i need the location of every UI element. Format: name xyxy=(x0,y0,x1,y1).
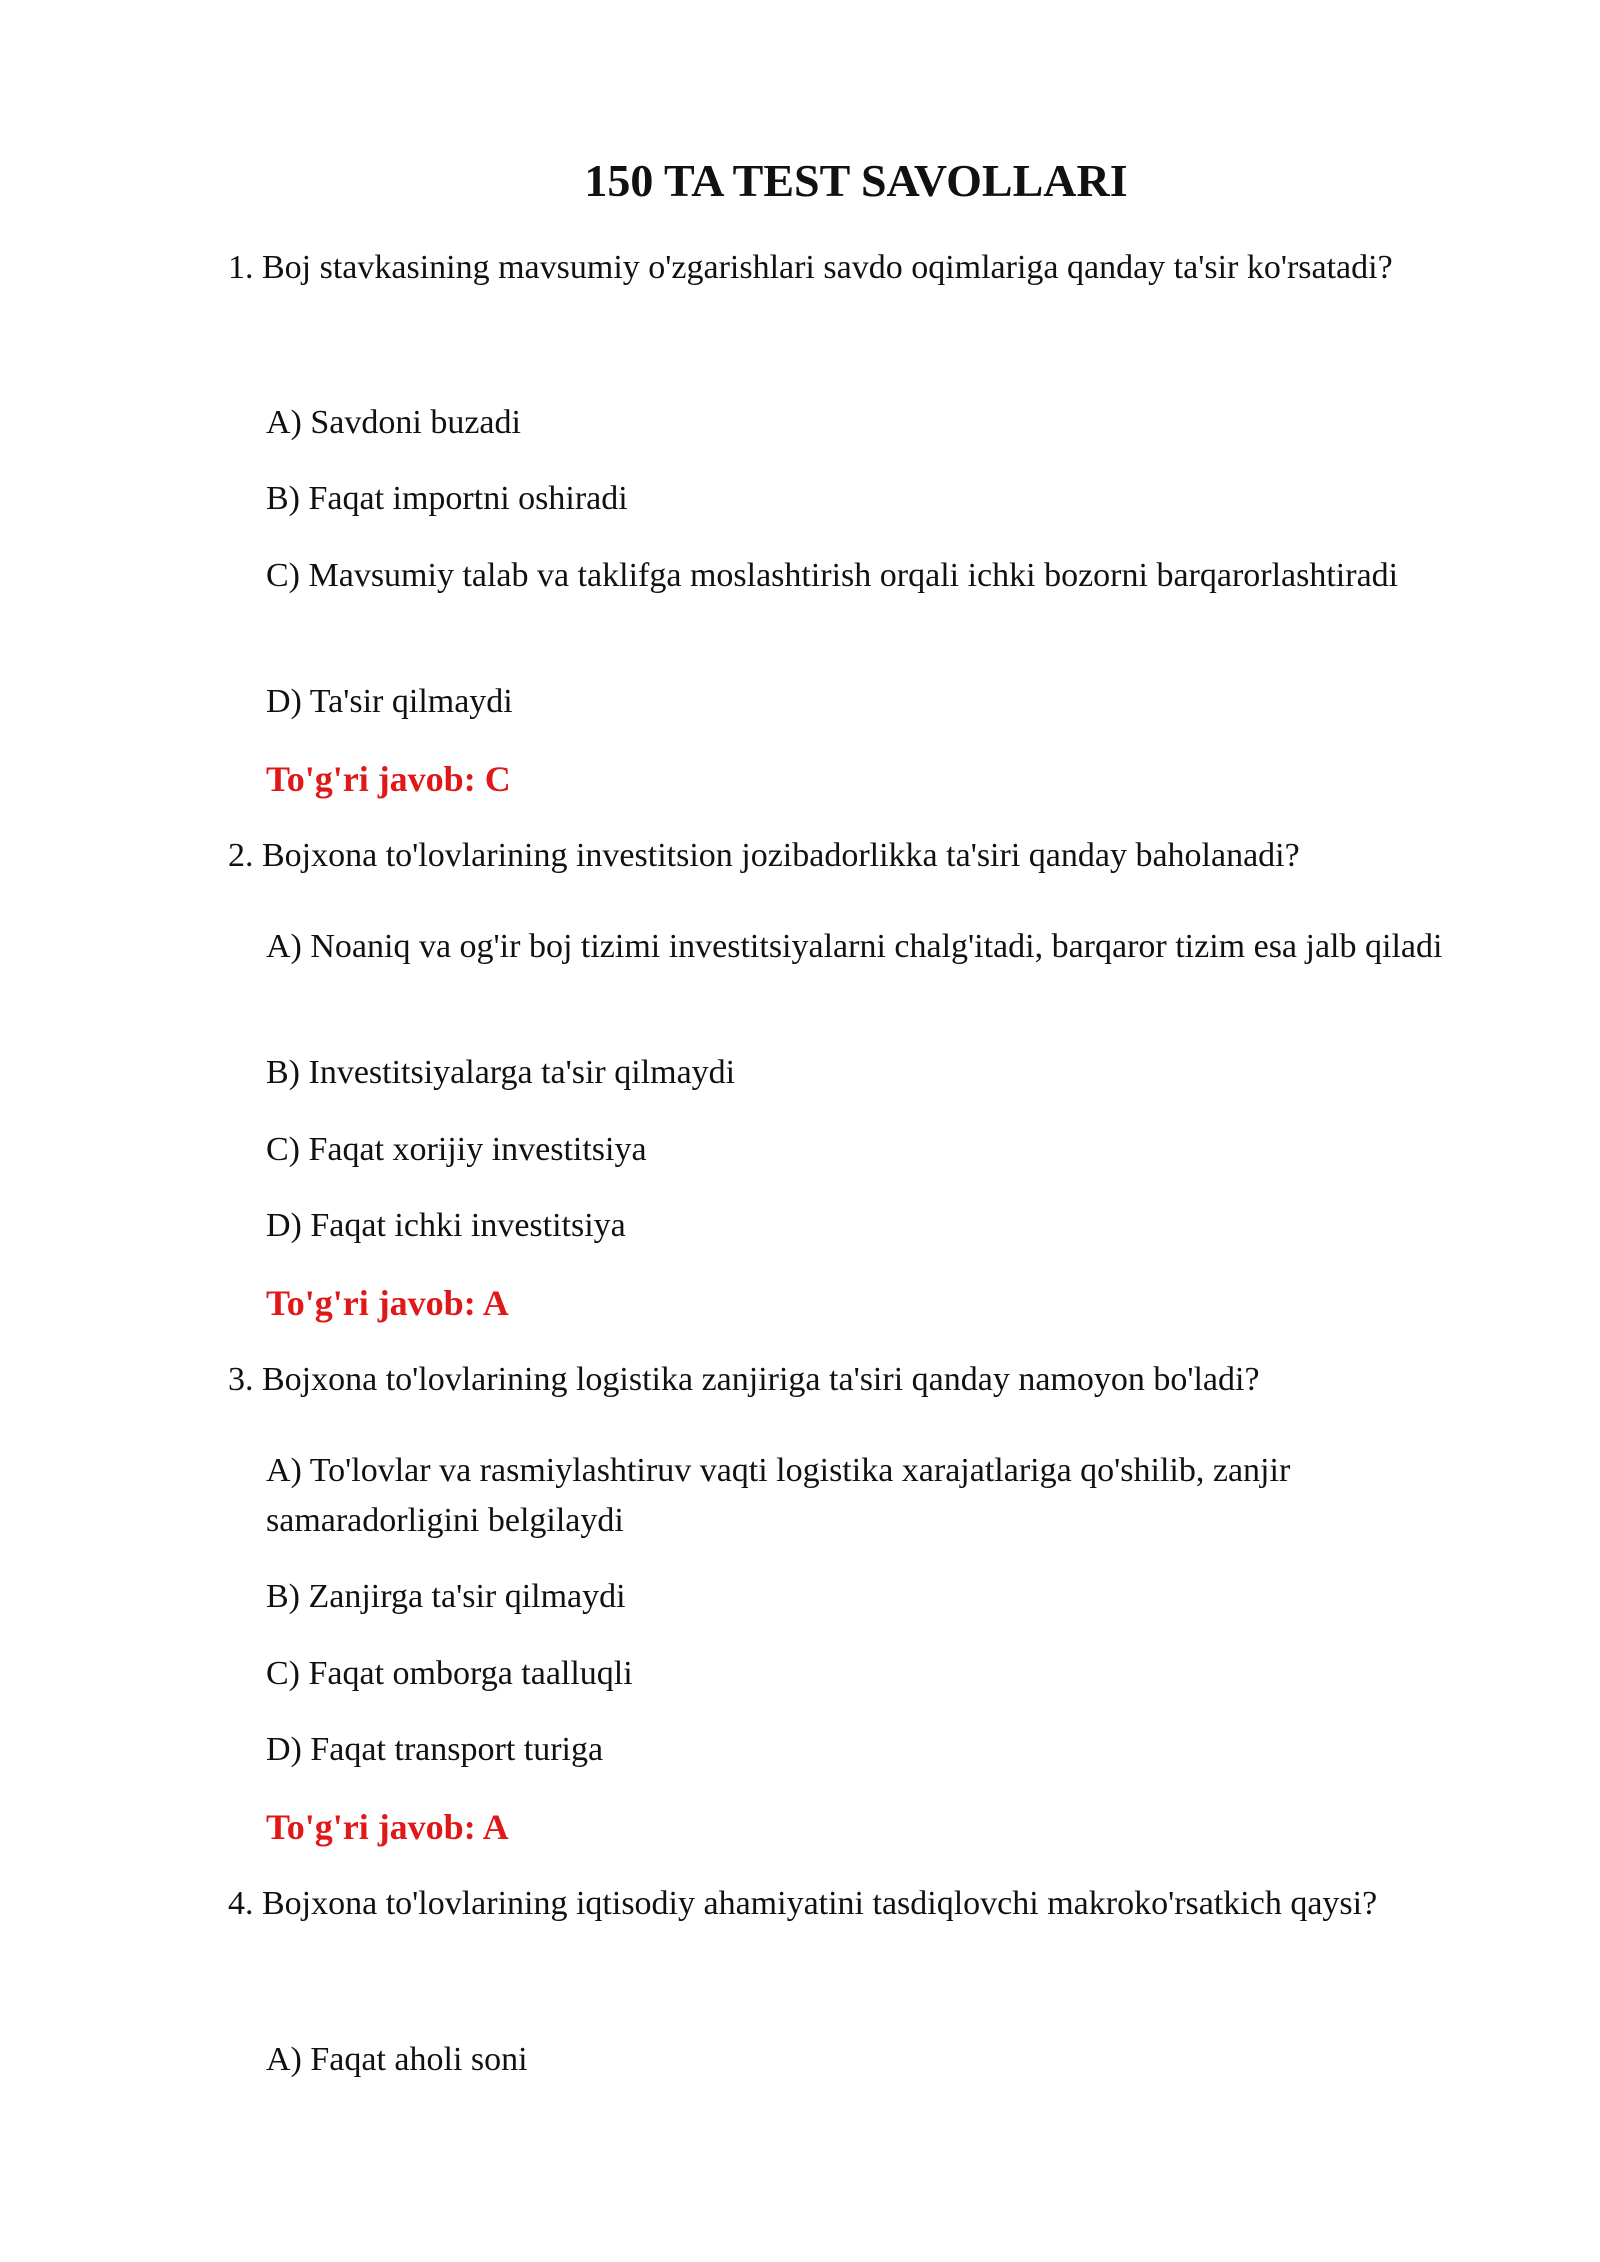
question-2-option-b: B) Investitsiyalarga ta'sir qilmaydi xyxy=(266,1054,736,1091)
question-1-option-b: B) Faqat importni oshiradi xyxy=(266,480,628,517)
question-3-option-c: C) Faqat omborga taalluqli xyxy=(266,1655,633,1692)
question-1-option-d: D) Ta'sir qilmaydi xyxy=(266,683,513,720)
question-2-text: 2. Bojxona to'lovlarining investitsion jozibadorlikka ta'siri qanday baholanadi? xyxy=(228,837,1300,874)
question-3-option-b: B) Zanjirga ta'sir qilmaydi xyxy=(266,1578,626,1615)
question-3-option-a: A) To'lovlar va rasmiylashtiruv vaqti logistika xarajatlariga qo'shilib, zanjir samaradorligini belgilaydi xyxy=(266,1452,1291,1539)
question-1-answer: To'g'ri javob: C xyxy=(266,759,511,799)
question-3-answer: To'g'ri javob: A xyxy=(266,1807,509,1847)
question-2-option-d: D) Faqat ichki investitsiya xyxy=(266,1207,626,1244)
question-2-answer: To'g'ri javob: A xyxy=(266,1283,509,1323)
question-3-text: 3. Bojxona to'lovlarining logistika zanjiriga ta'siri qanday namoyon bo'ladi? xyxy=(228,1361,1260,1398)
question-2-option-c: C) Faqat xorijiy investitsiya xyxy=(266,1131,647,1168)
document-title: 150 TA TEST SAVOLLARI xyxy=(584,155,1128,206)
question-1-option-c: C) Mavsumiy talab va taklifga moslashtirish orqali ichki bozorni barqarorlashtiradi xyxy=(266,557,1399,594)
question-3-option-d: D) Faqat transport turiga xyxy=(266,1731,604,1768)
question-4-text: 4. Bojxona to'lovlarining iqtisodiy ahamiyatini tasdiqlovchi makroko'rsatkich qaysi? xyxy=(228,1885,1378,1922)
question-2-option-a: A) Noaniq va og'ir boj tizimi investitsiyalarni chalg'itadi, barqaror tizim esa jalb qiladi xyxy=(266,928,1443,965)
question-1-text: 1. Boj stavkasining mavsumiy o'zgarishlari savdo oqimlariga qanday ta'sir ko'rsatadi? xyxy=(228,249,1393,286)
question-4-option-a: A) Faqat aholi soni xyxy=(266,2041,528,2078)
question-1-option-a: A) Savdoni buzadi xyxy=(266,404,521,441)
